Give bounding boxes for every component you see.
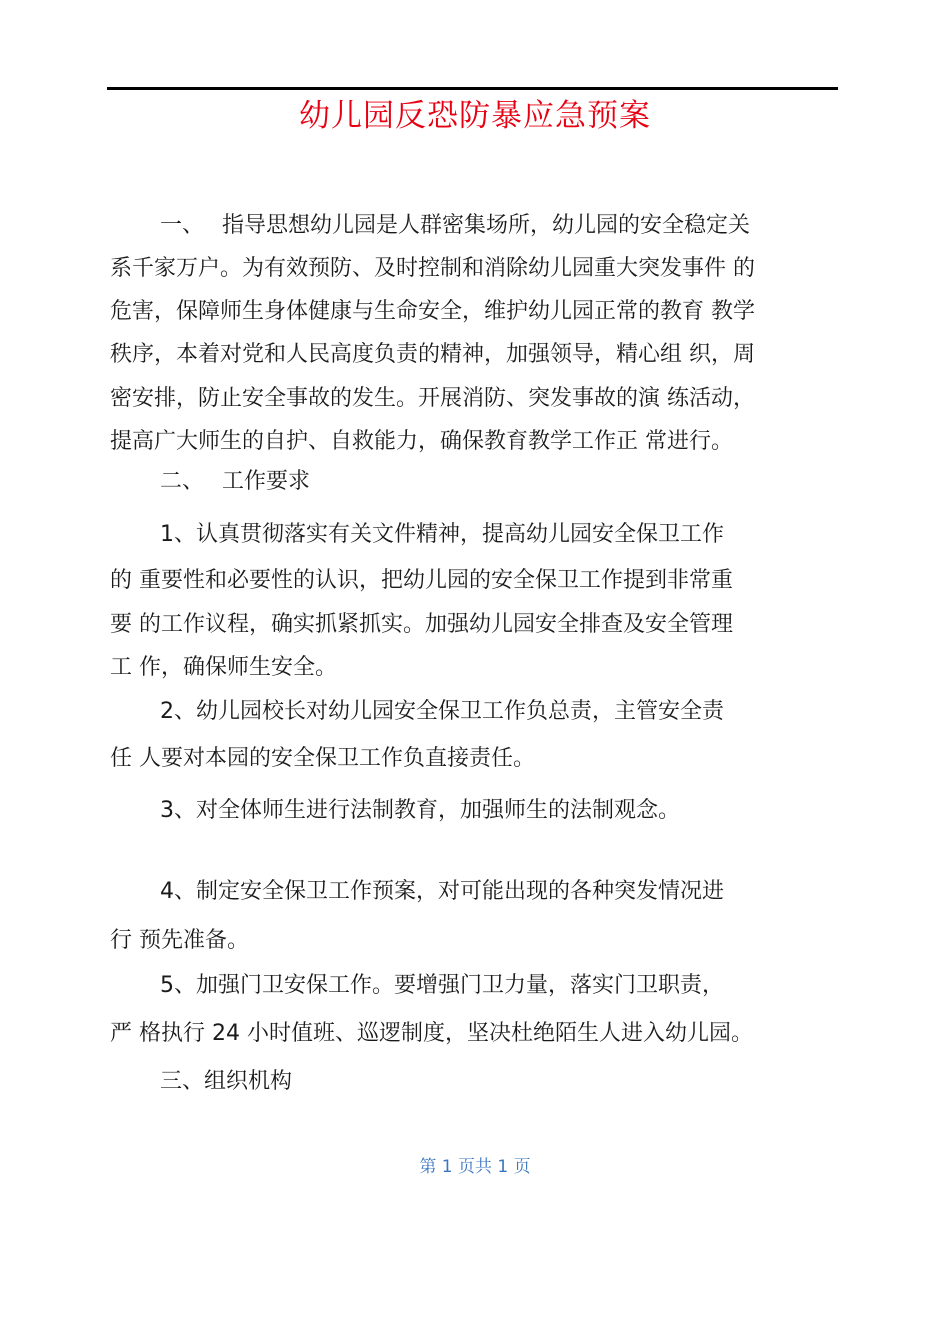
body-line: 2、幼儿园校长对幼儿园安全保卫工作负总责，主管安全责 [160,699,724,724]
body-line: 提高广大师生的自护、自救能力，确保教育教学工作正 常进行。 [110,429,733,454]
body-line: 密安排，防止安全事故的发生。开展消防、突发事故的演 练活动， [110,386,755,411]
body-line: 4、制定安全保卫工作预案，对可能出现的各种突发情况进 [160,879,724,904]
body-line: 一、 指导思想幼儿园是人群密集场所，幼儿园的安全稳定关 [160,213,750,238]
body-line: 5、加强门卫安保工作。要增强门卫力量，落实门卫职责， [160,973,724,998]
section-heading: 三、组织机构 [160,1069,293,1094]
body-line: 秩序，本着对党和人民高度负责的精神，加强领导，精心组 织，周 [110,342,755,367]
body-line: 工 作，确保师生安全。 [110,655,337,680]
body-line: 要 的工作议程，确实抓紧抓实。加强幼儿园安全排查及安全管理 [110,612,733,637]
body-line: 严 格执行 24 小时值班、巡逻制度，坚决杜绝陌生人进入幼儿园。 [110,1021,753,1046]
body-line: 1、认真贯彻落实有关文件精神，提高幼儿园安全保卫工作 [160,522,724,547]
document-title: 幼儿园反恐防暴应急预案 [299,98,651,134]
header-rule [107,87,838,90]
body-line: 任 人要对本园的安全保卫工作负直接责任。 [110,746,535,771]
body-line: 3、对全体师生进行法制教育，加强师生的法制观念。 [160,798,680,823]
body-line: 的 重要性和必要性的认识，把幼儿园的安全保卫工作提到非常重 [110,568,733,593]
body-line: 行 预先准备。 [110,928,249,953]
page-number: 第 1 页共 1 页 [419,1157,531,1177]
body-line: 系千家万户。为有效预防、及时控制和消除幼儿园重大突发事件 的 [110,256,755,281]
section-heading: 二、 工作要求 [160,469,310,494]
body-line: 危害，保障师生身体健康与生命安全，维护幼儿园正常的教育 教学 [110,299,755,324]
